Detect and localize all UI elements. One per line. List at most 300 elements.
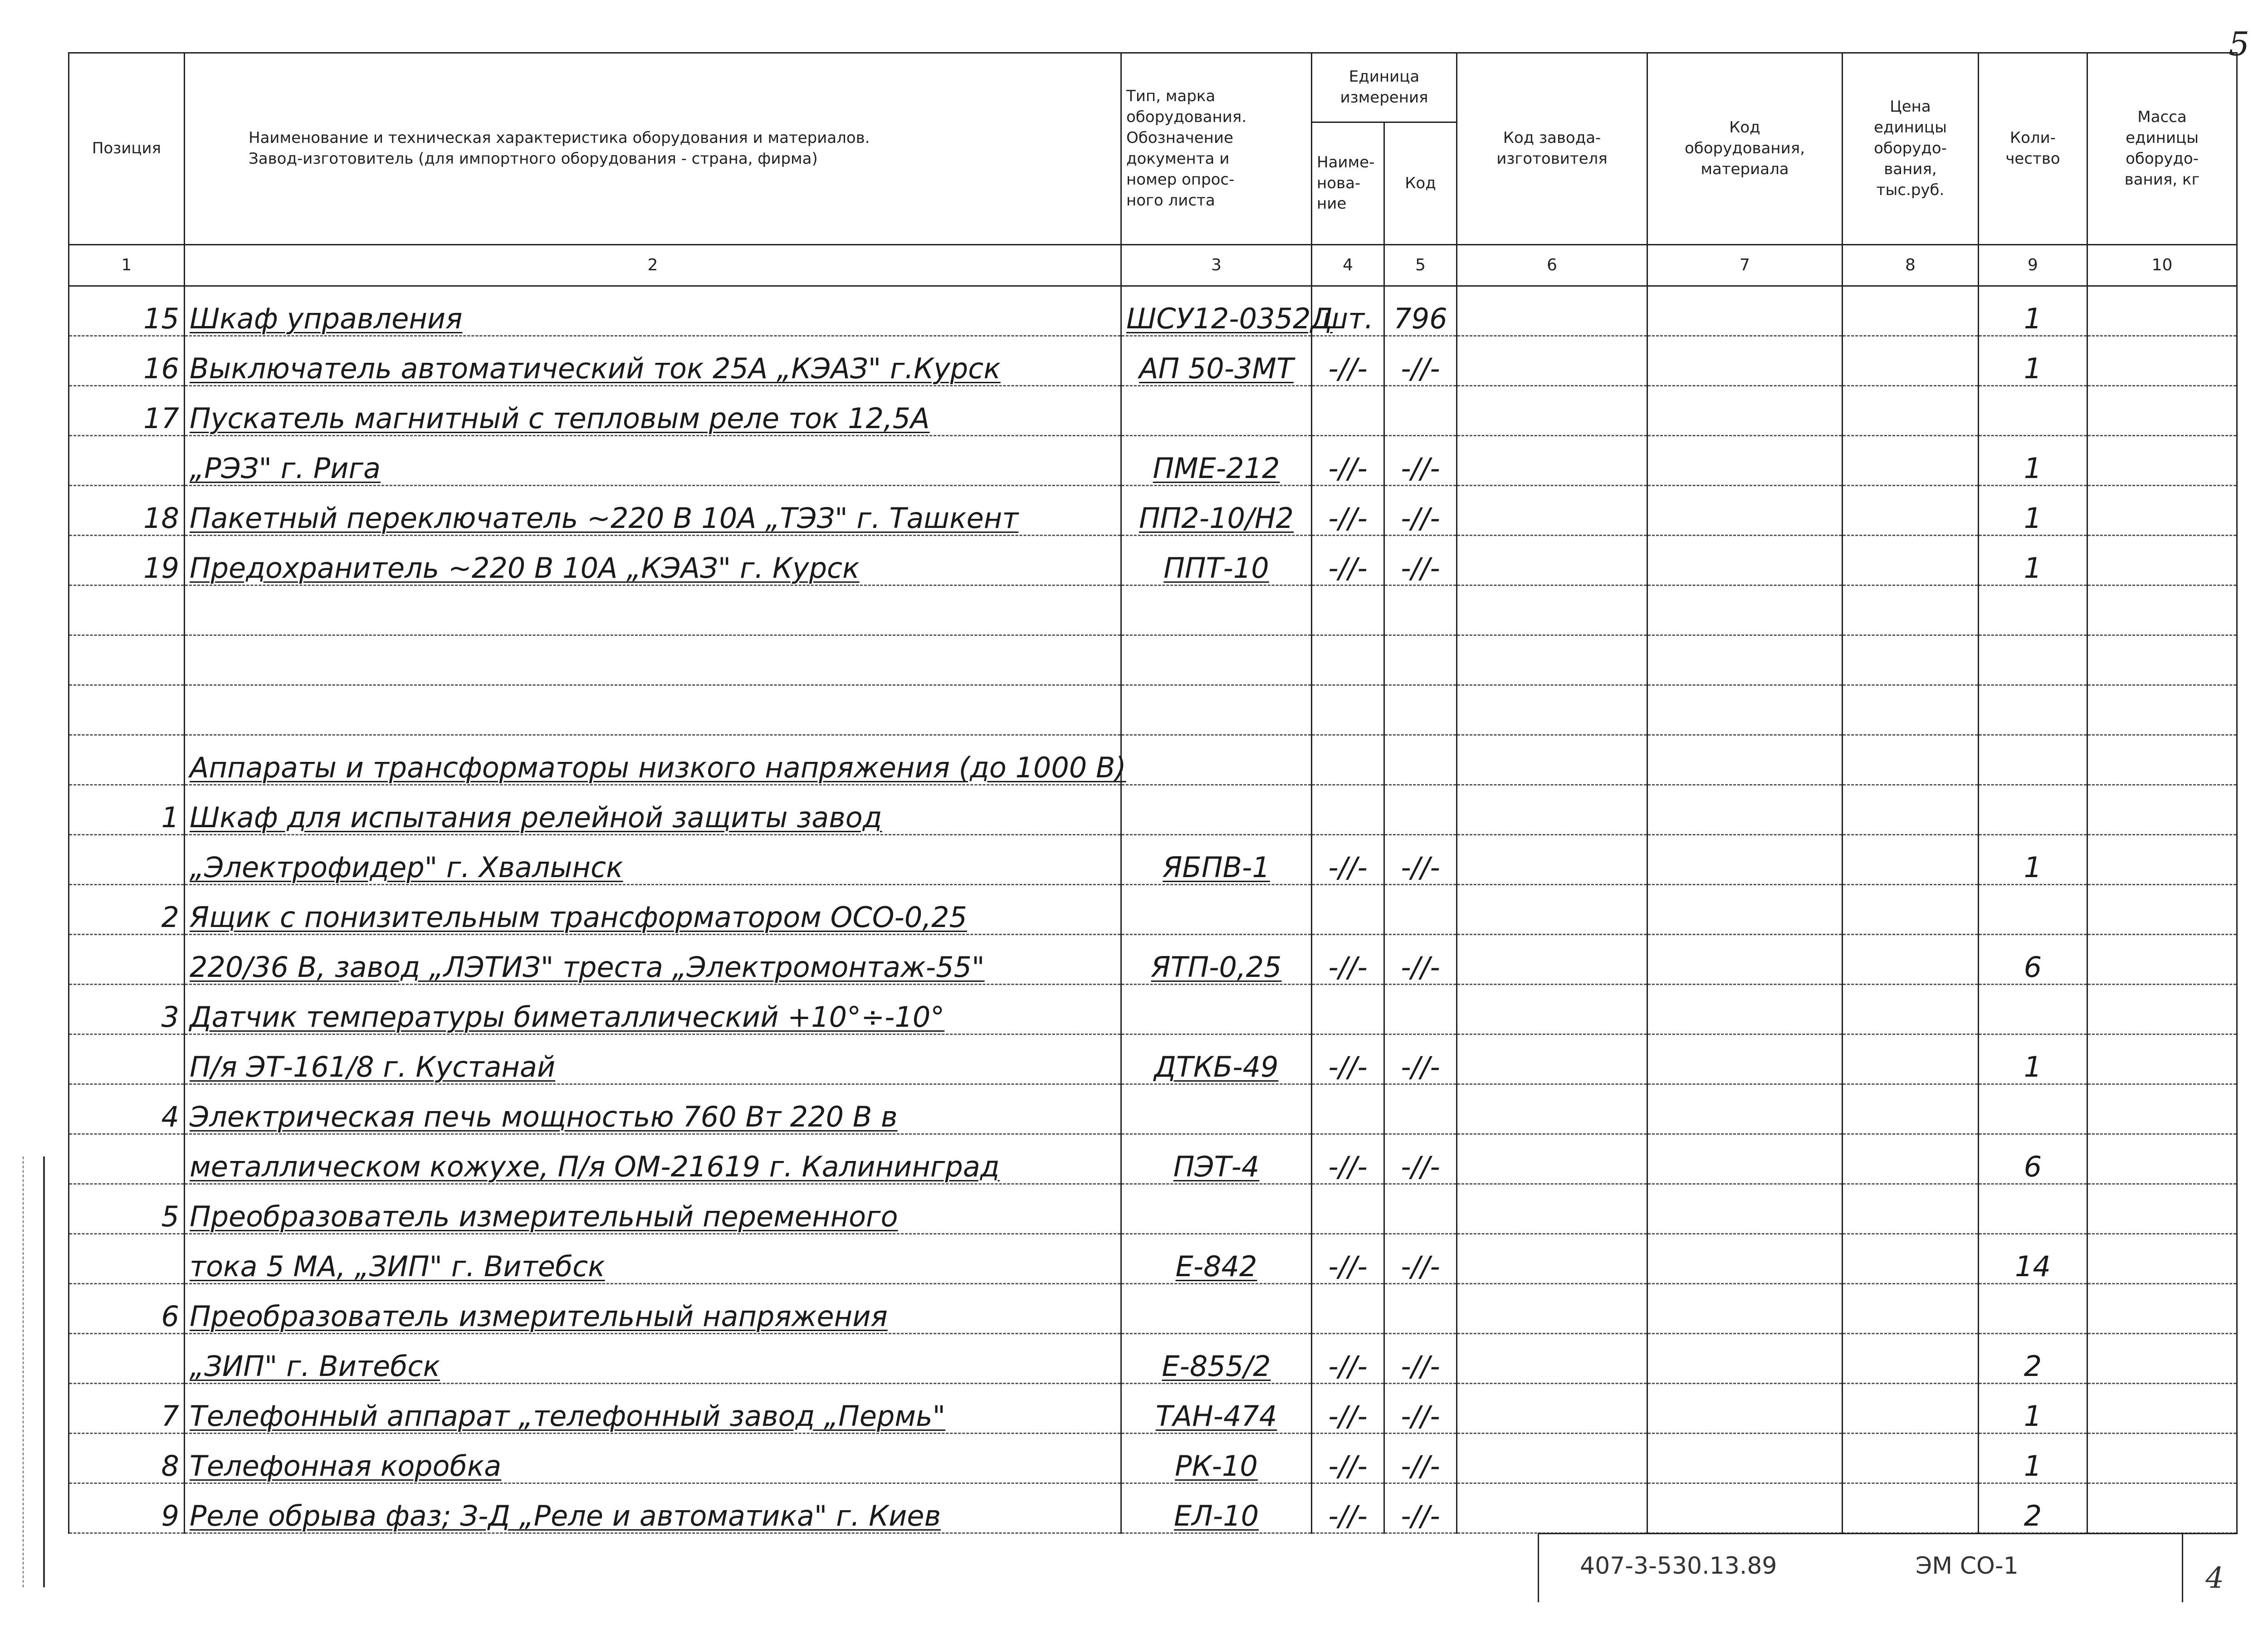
type-cell <box>1121 635 1312 685</box>
mass-cell <box>2087 935 2237 985</box>
type-cell: ПЭТ-4 <box>1121 1134 1312 1184</box>
factory-code-cell <box>1457 386 1647 436</box>
header-unit-group: Единица измерения <box>1312 53 1457 122</box>
table-row <box>69 685 2237 735</box>
mass-cell <box>2087 1483 2237 1533</box>
price-cell <box>1843 336 1979 386</box>
name-cell: Шкаф для испытания релейной защиты завод <box>185 785 1121 835</box>
type-cell <box>1121 1084 1312 1134</box>
name-cell: Ящик с понизительным трансформатором ОСО-0,25 <box>185 885 1121 935</box>
unit-code-cell: -//- <box>1384 1134 1457 1184</box>
name-cell: Телефонный аппарат „телефонный завод „Пермь" <box>185 1384 1121 1434</box>
column-number-cell: 6 <box>1457 245 1647 286</box>
name-cell: Пускатель магнитный с тепловым реле ток 12,5А <box>185 386 1121 436</box>
type-cell <box>1121 735 1312 785</box>
table-row <box>69 386 2237 436</box>
title-block-stamp <box>1538 1533 2238 1602</box>
equipment-code-cell <box>1647 1084 1843 1134</box>
equipment-code-cell <box>1647 785 1843 835</box>
mass-cell <box>2087 1384 2237 1434</box>
mass-cell <box>2087 1334 2237 1384</box>
equipment-code-cell <box>1647 835 1843 885</box>
type-cell: Е-855/2 <box>1121 1334 1312 1384</box>
unit-name-cell: -//- <box>1312 536 1384 585</box>
type-cell: ПМЕ-212 <box>1121 436 1312 486</box>
unit-code-cell: -//- <box>1384 436 1457 486</box>
equipment-code-cell <box>1647 536 1843 585</box>
equipment-code-cell <box>1647 436 1843 486</box>
table-row <box>69 436 2237 486</box>
equipment-code-cell <box>1647 1384 1843 1434</box>
position-cell <box>69 835 185 885</box>
price-cell <box>1843 1084 1979 1134</box>
unit-code-cell: -//- <box>1384 1034 1457 1084</box>
quantity-cell: 1 <box>1979 286 2087 336</box>
type-cell <box>1121 785 1312 835</box>
header-row-top <box>69 53 2237 122</box>
quantity-cell <box>1979 1284 2087 1334</box>
header-factory-code: Код завода- изготовителя <box>1457 53 1647 245</box>
mass-cell <box>2087 785 2237 835</box>
unit-code-cell <box>1384 1284 1457 1334</box>
position-cell: 5 <box>69 1184 185 1234</box>
type-cell <box>1121 1284 1312 1334</box>
column-number-cell: 4 <box>1312 245 1384 286</box>
unit-name-cell: -//- <box>1312 436 1384 486</box>
document-number: 407-3-530.13.89 <box>1580 1552 1777 1580</box>
quantity-cell <box>1979 585 2087 635</box>
equipment-code-cell <box>1647 336 1843 386</box>
table-row <box>69 486 2237 536</box>
factory-code-cell <box>1457 1234 1647 1284</box>
type-cell: АП 50-3МТ <box>1121 336 1312 386</box>
factory-code-cell <box>1457 536 1647 585</box>
column-number-cell: 9 <box>1979 245 2087 286</box>
equipment-code-cell <box>1647 1134 1843 1184</box>
mass-cell <box>2087 885 2237 935</box>
factory-code-cell <box>1457 935 1647 985</box>
sheet-mark: 5 <box>2229 25 2249 63</box>
unit-name-cell: -//- <box>1312 1483 1384 1533</box>
position-cell <box>69 1234 185 1284</box>
type-cell: РК-10 <box>1121 1434 1312 1483</box>
unit-code-cell: -//- <box>1384 536 1457 585</box>
quantity-cell: 6 <box>1979 1134 2087 1184</box>
equipment-code-cell <box>1647 1434 1843 1483</box>
price-cell <box>1843 1434 1979 1483</box>
factory-code-cell <box>1457 1334 1647 1384</box>
column-number-cell: 2 <box>185 245 1121 286</box>
quantity-cell <box>1979 386 2087 436</box>
name-cell: 220/36 В, завод „ЛЭТИЗ" треста „Электромонтаж-55" <box>185 935 1121 985</box>
mass-cell <box>2087 985 2237 1034</box>
table-row <box>69 1284 2237 1334</box>
factory-code-cell <box>1457 436 1647 486</box>
header-unit-code: Код <box>1384 122 1457 245</box>
unit-name-cell: -//- <box>1312 486 1384 536</box>
price-cell <box>1843 1234 1979 1284</box>
specification-table <box>68 52 2238 1534</box>
unit-name-cell: -//- <box>1312 935 1384 985</box>
position-cell: 7 <box>69 1384 185 1434</box>
type-cell <box>1121 1184 1312 1234</box>
mass-cell <box>2087 835 2237 885</box>
quantity-cell <box>1979 635 2087 685</box>
unit-code-cell <box>1384 785 1457 835</box>
quantity-cell: 1 <box>1979 1034 2087 1084</box>
name-cell <box>185 685 1121 735</box>
page-number: 4 <box>2205 1561 2224 1595</box>
price-cell <box>1843 935 1979 985</box>
quantity-cell: 1 <box>1979 436 2087 486</box>
price-cell <box>1843 486 1979 536</box>
unit-name-cell: -//- <box>1312 1234 1384 1284</box>
quantity-cell <box>1979 735 2087 785</box>
price-cell <box>1843 386 1979 436</box>
name-cell: Пакетный переключатель ~220 В 10А „ТЭЗ" г. Ташкент <box>185 486 1121 536</box>
table-row <box>69 635 2237 685</box>
unit-name-cell <box>1312 685 1384 735</box>
factory-code-cell <box>1457 785 1647 835</box>
unit-name-cell <box>1312 785 1384 835</box>
unit-code-cell <box>1384 386 1457 436</box>
quantity-cell: 1 <box>1979 1434 2087 1483</box>
price-cell <box>1843 286 1979 336</box>
position-cell: 18 <box>69 486 185 536</box>
table-row <box>69 985 2237 1034</box>
mass-cell <box>2087 585 2237 635</box>
position-cell <box>69 935 185 985</box>
quantity-cell <box>1979 785 2087 835</box>
factory-code-cell <box>1457 336 1647 386</box>
equipment-code-cell <box>1647 735 1843 785</box>
price-cell <box>1843 1483 1979 1533</box>
price-cell <box>1843 635 1979 685</box>
quantity-cell <box>1979 985 2087 1034</box>
factory-code-cell <box>1457 1184 1647 1234</box>
quantity-cell <box>1979 1084 2087 1134</box>
unit-name-cell: -//- <box>1312 1334 1384 1384</box>
unit-code-cell <box>1384 885 1457 935</box>
sheet-code: ЭМ СО-1 <box>1916 1552 2019 1580</box>
price-cell <box>1843 1384 1979 1434</box>
table-row <box>69 1334 2237 1384</box>
factory-code-cell <box>1457 635 1647 685</box>
type-cell <box>1121 685 1312 735</box>
table-row <box>69 1134 2237 1184</box>
header-mass: Масса единицы оборудо- вания, кг <box>2087 53 2237 245</box>
position-cell <box>69 1134 185 1184</box>
mass-cell <box>2087 1034 2237 1084</box>
table-row <box>69 1483 2237 1533</box>
unit-code-cell: -//- <box>1384 835 1457 885</box>
unit-name-cell: -//- <box>1312 1034 1384 1084</box>
price-cell <box>1843 585 1979 635</box>
name-cell: „Электрофидер" г. Хвалынск <box>185 835 1121 885</box>
name-cell: П/я ЭТ-161/8 г. Кустанай <box>185 1034 1121 1084</box>
name-cell: Шкаф управления <box>185 286 1121 336</box>
type-cell: ТАН-474 <box>1121 1384 1312 1434</box>
specification-frame <box>68 52 2236 1532</box>
unit-name-cell <box>1312 635 1384 685</box>
type-cell: ЯТП-0,25 <box>1121 935 1312 985</box>
name-cell <box>185 585 1121 635</box>
equipment-code-cell <box>1647 1334 1843 1384</box>
unit-name-cell: -//- <box>1312 1384 1384 1434</box>
mass-cell <box>2087 386 2237 436</box>
position-cell: 8 <box>69 1434 185 1483</box>
position-cell: 9 <box>69 1483 185 1533</box>
position-cell: 15 <box>69 286 185 336</box>
table-row <box>69 585 2237 635</box>
equipment-code-cell <box>1647 635 1843 685</box>
name-cell: „ЗИП" г. Витебск <box>185 1334 1121 1384</box>
quantity-cell: 1 <box>1979 486 2087 536</box>
name-cell: Аппараты и трансформаторы низкого напряжения (до 1000 В) <box>185 735 1121 785</box>
table-row <box>69 336 2237 386</box>
position-cell: 17 <box>69 386 185 436</box>
table-row <box>69 286 2237 336</box>
binding-margin-line <box>43 1156 45 1587</box>
header-equipment-code: Код оборудования, материала <box>1647 53 1843 245</box>
unit-name-cell <box>1312 1284 1384 1334</box>
type-cell: ППТ-10 <box>1121 536 1312 585</box>
factory-code-cell <box>1457 1284 1647 1334</box>
price-cell <box>1843 735 1979 785</box>
position-cell: 16 <box>69 336 185 386</box>
table-row <box>69 1434 2237 1483</box>
unit-code-cell <box>1384 1184 1457 1234</box>
unit-code-cell: -//- <box>1384 1234 1457 1284</box>
type-cell <box>1121 985 1312 1034</box>
position-cell <box>69 635 185 685</box>
factory-code-cell <box>1457 1483 1647 1533</box>
equipment-code-cell <box>1647 585 1843 635</box>
factory-code-cell <box>1457 486 1647 536</box>
equipment-code-cell <box>1647 935 1843 985</box>
mass-cell <box>2087 735 2237 785</box>
price-cell <box>1843 436 1979 486</box>
type-cell: ПП2-10/Н2 <box>1121 486 1312 536</box>
factory-code-cell <box>1457 885 1647 935</box>
table-row <box>69 536 2237 585</box>
mass-cell <box>2087 1084 2237 1134</box>
name-cell: Электрическая печь мощностью 760 Вт 220 В в <box>185 1084 1121 1134</box>
quantity-cell: 2 <box>1979 1483 2087 1533</box>
factory-code-cell <box>1457 1084 1647 1134</box>
unit-code-cell: -//- <box>1384 1434 1457 1483</box>
column-number-cell: 1 <box>69 245 185 286</box>
factory-code-cell <box>1457 286 1647 336</box>
name-cell: Реле обрыва фаз; З-Д „Реле и автоматика" г. Киев <box>185 1483 1121 1533</box>
name-cell: Преобразователь измерительный переменного <box>185 1184 1121 1234</box>
table-row <box>69 785 2237 835</box>
mass-cell <box>2087 1284 2237 1334</box>
unit-code-cell <box>1384 685 1457 735</box>
price-cell <box>1843 536 1979 585</box>
mass-cell <box>2087 1434 2237 1483</box>
unit-code-cell <box>1384 735 1457 785</box>
price-cell <box>1843 1134 1979 1184</box>
table-row <box>69 935 2237 985</box>
table-row <box>69 885 2237 935</box>
name-cell <box>185 635 1121 685</box>
mass-cell <box>2087 1234 2237 1284</box>
table-row <box>69 1184 2237 1234</box>
price-cell <box>1843 685 1979 735</box>
quantity-cell <box>1979 885 2087 935</box>
factory-code-cell <box>1457 835 1647 885</box>
table-row <box>69 1084 2237 1134</box>
mass-cell <box>2087 536 2237 585</box>
unit-code-cell: -//- <box>1384 935 1457 985</box>
quantity-cell: 6 <box>1979 935 2087 985</box>
position-cell <box>69 1334 185 1384</box>
unit-name-cell <box>1312 985 1384 1034</box>
binding-margin-dashed-line <box>23 1156 24 1587</box>
position-cell <box>69 685 185 735</box>
column-number-cell: 5 <box>1384 245 1457 286</box>
unit-name-cell: -//- <box>1312 336 1384 386</box>
mass-cell <box>2087 685 2237 735</box>
price-cell <box>1843 835 1979 885</box>
equipment-code-cell <box>1647 685 1843 735</box>
table-row <box>69 835 2237 885</box>
mass-cell <box>2087 1134 2237 1184</box>
table-row <box>69 1384 2237 1434</box>
column-number-cell: 10 <box>2087 245 2237 286</box>
header-unit-name: Наиме- нова- ние <box>1312 122 1384 245</box>
price-cell <box>1843 1034 1979 1084</box>
unit-name-cell <box>1312 885 1384 935</box>
quantity-cell: 2 <box>1979 1334 2087 1384</box>
mass-cell <box>2087 336 2237 386</box>
price-cell <box>1843 985 1979 1034</box>
type-cell <box>1121 885 1312 935</box>
header-price: Цена единицы оборудо- вания, тыс.руб. <box>1843 53 1979 245</box>
name-cell: металлическом кожухе, П/я ОМ-21619 г. Калининград <box>185 1134 1121 1184</box>
column-number-cell: 8 <box>1843 245 1979 286</box>
factory-code-cell <box>1457 1434 1647 1483</box>
equipment-code-cell <box>1647 386 1843 436</box>
position-cell: 6 <box>69 1284 185 1334</box>
equipment-code-cell <box>1647 286 1843 336</box>
name-cell: „РЭЗ" г. Рига <box>185 436 1121 486</box>
mass-cell <box>2087 436 2237 486</box>
type-cell: Е-842 <box>1121 1234 1312 1284</box>
unit-code-cell <box>1384 635 1457 685</box>
equipment-code-cell <box>1647 1284 1843 1334</box>
name-cell: Преобразователь измерительный напряжения <box>185 1284 1121 1334</box>
name-cell: Датчик температуры биметаллический +10°÷-10° <box>185 985 1121 1034</box>
position-cell <box>69 585 185 635</box>
unit-name-cell: шт. <box>1312 286 1384 336</box>
factory-code-cell <box>1457 1384 1647 1434</box>
quantity-cell <box>1979 685 2087 735</box>
quantity-cell: 14 <box>1979 1234 2087 1284</box>
factory-code-cell <box>1457 685 1647 735</box>
equipment-code-cell <box>1647 1034 1843 1084</box>
table-row <box>69 1034 2237 1084</box>
name-cell: тока 5 МА, „ЗИП" г. Витебск <box>185 1234 1121 1284</box>
unit-name-cell <box>1312 585 1384 635</box>
unit-code-cell: -//- <box>1384 1384 1457 1434</box>
position-cell <box>69 735 185 785</box>
unit-name-cell <box>1312 1084 1384 1134</box>
equipment-code-cell <box>1647 1483 1843 1533</box>
name-cell: Предохранитель ~220 В 10А „КЭАЗ" г. Курск <box>185 536 1121 585</box>
type-cell: ШСУ12-0352Д <box>1121 286 1312 336</box>
header-quantity: Коли- чество <box>1979 53 2087 245</box>
equipment-code-cell <box>1647 985 1843 1034</box>
unit-code-cell <box>1384 585 1457 635</box>
mass-cell <box>2087 1184 2237 1234</box>
factory-code-cell <box>1457 585 1647 635</box>
position-cell: 1 <box>69 785 185 835</box>
unit-code-cell: -//- <box>1384 336 1457 386</box>
quantity-cell: 1 <box>1979 1384 2087 1434</box>
column-number-cell: 3 <box>1121 245 1312 286</box>
quantity-cell <box>1979 1184 2087 1234</box>
table-row <box>69 1234 2237 1284</box>
name-cell: Телефонная коробка <box>185 1434 1121 1483</box>
equipment-code-cell <box>1647 1234 1843 1284</box>
column-number-row <box>69 245 2237 286</box>
header-name: Наименование и техническая характеристика оборудования и материалов. Завод-изготовитель (для импортного оборудования - страна, фирма) <box>185 53 1121 245</box>
position-cell: 4 <box>69 1084 185 1134</box>
price-cell <box>1843 1184 1979 1234</box>
position-cell: 19 <box>69 536 185 585</box>
mass-cell <box>2087 635 2237 685</box>
unit-code-cell: 796 <box>1384 286 1457 336</box>
quantity-cell: 1 <box>1979 536 2087 585</box>
factory-code-cell <box>1457 1134 1647 1184</box>
unit-name-cell <box>1312 386 1384 436</box>
position-cell <box>69 1034 185 1084</box>
type-cell <box>1121 386 1312 436</box>
unit-code-cell <box>1384 1084 1457 1134</box>
factory-code-cell <box>1457 985 1647 1034</box>
type-cell: ДТКБ-49 <box>1121 1034 1312 1084</box>
unit-name-cell <box>1312 735 1384 785</box>
price-cell <box>1843 1284 1979 1334</box>
position-cell: 3 <box>69 985 185 1034</box>
name-cell: Выключатель автоматический ток 25А „КЭАЗ" г.Курск <box>185 336 1121 386</box>
equipment-code-cell <box>1647 885 1843 935</box>
quantity-cell: 1 <box>1979 835 2087 885</box>
table-row <box>69 735 2237 785</box>
price-cell <box>1843 1334 1979 1384</box>
factory-code-cell <box>1457 735 1647 785</box>
equipment-code-cell <box>1647 486 1843 536</box>
specification-rows <box>69 286 2237 1533</box>
unit-name-cell <box>1312 1184 1384 1234</box>
column-number-cell: 7 <box>1647 245 1843 286</box>
type-cell <box>1121 585 1312 635</box>
factory-code-cell <box>1457 1034 1647 1084</box>
position-cell <box>69 436 185 486</box>
price-cell <box>1843 885 1979 935</box>
unit-name-cell: -//- <box>1312 1134 1384 1184</box>
type-cell: ЕЛ-10 <box>1121 1483 1312 1533</box>
unit-code-cell <box>1384 985 1457 1034</box>
header-type: Тип, марка оборудования. Обозначение документа и номер опрос- ного листа <box>1121 53 1312 245</box>
unit-name-cell: -//- <box>1312 835 1384 885</box>
quantity-cell: 1 <box>1979 336 2087 386</box>
unit-code-cell: -//- <box>1384 1334 1457 1384</box>
mass-cell <box>2087 486 2237 536</box>
unit-name-cell: -//- <box>1312 1434 1384 1483</box>
